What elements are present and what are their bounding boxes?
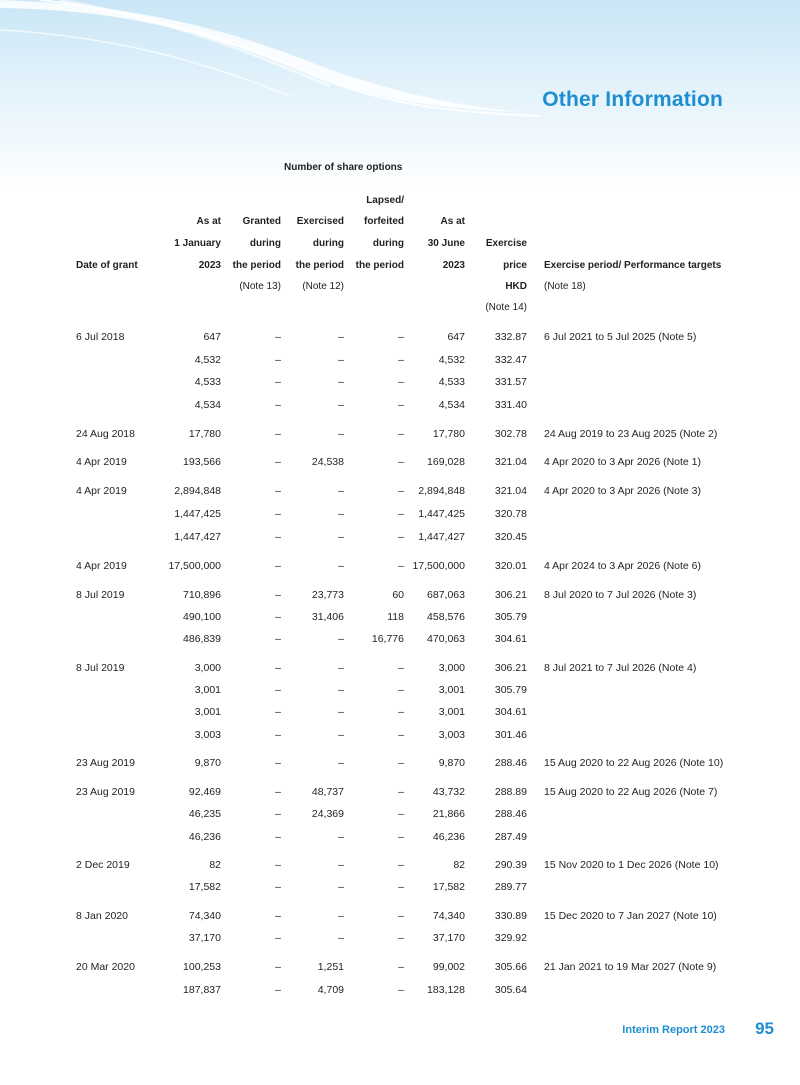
cell-exercised: – [338,706,344,718]
cell-exercised: – [338,757,344,769]
cell-exercise-price: 331.40 [494,399,527,411]
cell-lapsed-forfeited: – [398,399,404,411]
cell-as-at-30-june: 1,447,425 [418,508,465,520]
cell-as-at-1-january: 1,447,425 [174,508,221,520]
cell-exercised: 24,369 [311,808,344,820]
cell-as-at-30-june: 4,533 [438,376,465,388]
table-row [0,726,800,744]
cell-date-of-grant: 2 Dec 2019 [76,859,130,871]
cell-granted: – [275,729,281,741]
table-row [0,453,800,471]
page-title: Other Information [542,88,723,111]
cell-exercise-price: 287.49 [494,831,527,843]
cell-exercise-period: 15 Nov 2020 to 1 Dec 2026 (Note 10) [544,859,719,871]
cell-exercised: – [338,485,344,497]
cell-exercise-price: 321.04 [494,456,527,468]
cell-lapsed-forfeited: – [398,984,404,996]
table-row [0,557,800,575]
table-row [0,929,800,947]
table-row [0,958,800,976]
cell-exercise-price: 288.89 [494,786,527,798]
cell-date-of-grant: 8 Jul 2019 [76,589,125,601]
cell-as-at-1-january: 4,533 [194,376,221,388]
cell-lapsed-forfeited: – [398,961,404,973]
cell-exercised: – [338,633,344,645]
cell-as-at-1-january: 37,170 [188,932,221,944]
cell-as-at-1-january: 4,534 [194,399,221,411]
cell-exercise-price: 306.21 [494,589,527,601]
cell-exercised: – [338,399,344,411]
cell-as-at-1-january: 92,469 [188,786,221,798]
cell-granted: – [275,399,281,411]
cell-granted: – [275,633,281,645]
cell-exercise-price: 329.92 [494,932,527,944]
table-row [0,805,800,823]
cell-as-at-30-june: 2,894,848 [418,485,465,497]
cell-as-at-30-june: 458,576 [427,611,465,623]
cell-lapsed-forfeited: 118 [387,611,404,623]
cell-exercise-price: 305.64 [494,984,527,996]
table-row [0,505,800,523]
cell-exercised: – [338,729,344,741]
cell-as-at-30-june: 470,063 [427,633,465,645]
cell-date-of-grant: 8 Jul 2019 [76,662,125,674]
header-as-at-30-june: 2023 [442,260,465,271]
cell-as-at-30-june: 74,340 [432,910,465,922]
cell-exercise-period: 21 Jan 2021 to 19 Mar 2027 (Note 9) [544,961,717,973]
cell-exercise-period: 4 Apr 2020 to 3 Apr 2026 (Note 3) [544,485,702,497]
cell-exercise-price: 320.78 [494,508,527,520]
cell-as-at-1-january: 17,582 [188,881,221,893]
cell-granted: – [275,684,281,696]
cell-exercised: – [338,428,344,440]
header-exercise-price: (Note 14) [485,302,527,313]
cell-granted: – [275,428,281,440]
cell-exercise-price: 302.78 [494,428,527,440]
table-row [0,659,800,677]
cell-exercise-price: 304.61 [494,706,527,718]
header-lapsed-forfeited: Lapsed/ [366,195,404,206]
cell-as-at-30-june: 169,028 [427,456,465,468]
cell-exercise-price: 288.46 [494,757,527,769]
header-lapsed-forfeited: forfeited [364,216,404,227]
cell-as-at-30-june: 17,500,000 [412,560,465,572]
cell-lapsed-forfeited: – [398,831,404,843]
cell-exercised: – [338,932,344,944]
cell-exercised: 1,251 [317,961,344,973]
page-number: 95 [755,1019,774,1038]
header-exercise-price: HKD [505,281,527,292]
cell-lapsed-forfeited: – [398,684,404,696]
header-as-at-1-january: 2023 [198,260,221,271]
cell-lapsed-forfeited: – [398,485,404,497]
header-exercise-period: (Note 18) [544,281,586,292]
cell-as-at-1-january: 490,100 [183,611,221,623]
cell-granted: – [275,376,281,388]
cell-as-at-30-june: 183,128 [427,984,465,996]
cell-exercise-price: 330.89 [494,910,527,922]
cell-as-at-1-january: 1,447,427 [174,531,221,543]
cell-as-at-30-june: 687,063 [427,589,465,601]
cell-exercise-period: 4 Apr 2024 to 3 Apr 2026 (Note 6) [544,560,702,572]
cell-exercised: 24,538 [311,456,344,468]
cell-as-at-30-june: 82 [453,859,465,871]
cell-exercise-price: 305.79 [494,684,527,696]
cell-granted: – [275,589,281,601]
header-exercise-price: Exercise [485,238,527,249]
cell-date-of-grant: 24 Aug 2018 [76,428,135,440]
cell-as-at-1-january: 3,000 [194,662,221,674]
cell-lapsed-forfeited: – [398,786,404,798]
cell-exercised: – [338,508,344,520]
cell-exercise-period: 8 Jul 2021 to 7 Jul 2026 (Note 4) [544,662,697,674]
cell-lapsed-forfeited: 60 [392,589,404,601]
cell-lapsed-forfeited: – [398,508,404,520]
table-row [0,373,800,391]
header-granted: the period [232,260,281,271]
cell-exercised: – [338,560,344,572]
report-label: Interim Report 2023 [622,1024,725,1036]
cell-exercise-price: 304.61 [494,633,527,645]
cell-granted: – [275,354,281,366]
cell-lapsed-forfeited: – [398,331,404,343]
cell-as-at-1-january: 82 [209,859,221,871]
cell-exercise-price: 331.57 [494,376,527,388]
table-row [0,482,800,500]
cell-exercised: – [338,859,344,871]
cell-exercised: – [338,881,344,893]
cell-granted: – [275,910,281,922]
header-exercise-price: price [503,260,527,271]
cell-as-at-30-june: 37,170 [432,932,465,944]
cell-lapsed-forfeited: – [398,757,404,769]
cell-exercise-period: 15 Aug 2020 to 22 Aug 2026 (Note 10) [544,757,724,769]
header-exercised: (Note 12) [302,281,344,292]
header-granted: (Note 13) [239,281,281,292]
header-granted: during [249,238,281,249]
cell-exercise-price: 305.66 [494,961,527,973]
cell-as-at-1-january: 100,253 [183,961,221,973]
cell-granted: – [275,881,281,893]
cell-granted: – [275,757,281,769]
cell-exercise-price: 320.01 [494,560,527,572]
cell-exercised: – [338,910,344,922]
cell-exercise-price: 289.77 [494,881,527,893]
cell-as-at-1-january: 46,235 [188,808,221,820]
cell-as-at-1-january: 2,894,848 [174,485,221,497]
cell-as-at-1-january: 3,001 [194,684,221,696]
header-exercised: during [312,238,344,249]
cell-as-at-30-june: 17,780 [432,428,465,440]
cell-granted: – [275,808,281,820]
cell-as-at-1-january: 647 [203,331,221,343]
cell-as-at-30-june: 9,870 [438,757,465,769]
cell-exercise-price: 301.46 [494,729,527,741]
table-row [0,608,800,626]
header-as-at-1-january: As at [196,216,221,227]
header-as-at-30-june: As at [440,216,465,227]
cell-as-at-1-january: 486,839 [183,633,221,645]
cell-as-at-30-june: 43,732 [432,786,465,798]
cell-lapsed-forfeited: – [398,354,404,366]
cell-lapsed-forfeited: – [398,560,404,572]
cell-lapsed-forfeited: – [398,376,404,388]
cell-exercise-price: 332.47 [494,354,527,366]
table-row [0,586,800,604]
cell-exercise-price: 290.39 [494,859,527,871]
cell-as-at-1-january: 9,870 [194,757,221,769]
cell-granted: – [275,706,281,718]
cell-lapsed-forfeited: – [398,456,404,468]
table-row [0,703,800,721]
cell-as-at-30-june: 46,236 [432,831,465,843]
header-date-of-grant: Date of grant [76,260,138,271]
cell-lapsed-forfeited: – [398,910,404,922]
table-row [0,630,800,648]
cell-as-at-30-june: 4,534 [438,399,465,411]
header-exercised: Exercised [296,216,344,227]
cell-lapsed-forfeited: – [398,662,404,674]
table-row [0,878,800,896]
cell-granted: – [275,456,281,468]
cell-exercised: 4,709 [317,984,344,996]
cell-granted: – [275,932,281,944]
cell-granted: – [275,662,281,674]
cell-exercised: – [338,354,344,366]
cell-exercise-period: 15 Aug 2020 to 22 Aug 2026 (Note 7) [544,786,718,798]
cell-exercise-price: 288.46 [494,808,527,820]
cell-lapsed-forfeited: – [398,859,404,871]
header-lapsed-forfeited: the period [355,260,404,271]
header-exercised: the period [295,260,344,271]
cell-exercise-period: 24 Aug 2019 to 23 Aug 2025 (Note 2) [544,428,718,440]
table-row [0,981,800,999]
table-row [0,907,800,925]
header-lapsed-forfeited: during [372,238,404,249]
table-row [0,681,800,699]
cell-date-of-grant: 20 Mar 2020 [76,961,135,973]
cell-as-at-30-june: 99,002 [432,961,465,973]
header-as-at-30-june: 30 June [427,238,465,249]
cell-exercised: 48,737 [311,786,344,798]
cell-exercise-period: 8 Jul 2020 to 7 Jul 2026 (Note 3) [544,589,697,601]
cell-exercised: – [338,684,344,696]
cell-granted: – [275,560,281,572]
cell-exercised: 31,406 [311,611,344,623]
cell-exercise-price: 320.45 [494,531,527,543]
cell-as-at-30-june: 17,582 [432,881,465,893]
cell-as-at-30-june: 647 [447,331,465,343]
cell-date-of-grant: 6 Jul 2018 [76,331,125,343]
cell-lapsed-forfeited: 16,776 [371,633,404,645]
cell-exercised: – [338,662,344,674]
cell-date-of-grant: 4 Apr 2019 [76,485,127,497]
cell-as-at-30-june: 3,001 [438,706,465,718]
table-row [0,528,800,546]
table-row [0,783,800,801]
cell-exercise-price: 332.87 [494,331,527,343]
table-row [0,856,800,874]
cell-exercise-price: 306.21 [494,662,527,674]
table-row [0,351,800,369]
cell-as-at-30-june: 3,003 [438,729,465,741]
table-row [0,754,800,772]
cell-exercised: – [338,331,344,343]
cell-exercised: – [338,831,344,843]
cell-as-at-30-june: 21,866 [432,808,465,820]
cell-exercise-price: 305.79 [494,611,527,623]
cell-date-of-grant: 23 Aug 2019 [76,757,135,769]
cell-as-at-30-june: 4,532 [438,354,465,366]
cell-exercise-period: 15 Dec 2020 to 7 Jan 2027 (Note 10) [544,910,717,922]
cell-lapsed-forfeited: – [398,706,404,718]
cell-lapsed-forfeited: – [398,881,404,893]
cell-as-at-1-january: 17,780 [188,428,221,440]
cell-granted: – [275,331,281,343]
cell-exercised: – [338,531,344,543]
table-row [0,828,800,846]
share-options-group-header: Number of share options [284,162,403,173]
cell-date-of-grant: 23 Aug 2019 [76,786,135,798]
cell-as-at-30-june: 1,447,427 [418,531,465,543]
cell-lapsed-forfeited: – [398,808,404,820]
cell-exercise-period: 6 Jul 2021 to 5 Jul 2025 (Note 5) [544,331,697,343]
cell-as-at-1-january: 710,896 [183,589,221,601]
cell-granted: – [275,859,281,871]
cell-granted: – [275,485,281,497]
header-granted: Granted [242,216,281,227]
cell-as-at-1-january: 3,003 [194,729,221,741]
cell-date-of-grant: 4 Apr 2019 [76,456,127,468]
cell-exercised: 23,773 [311,589,344,601]
cell-lapsed-forfeited: – [398,932,404,944]
cell-granted: – [275,531,281,543]
cell-granted: – [275,961,281,973]
cell-as-at-30-june: 3,000 [438,662,465,674]
cell-granted: – [275,611,281,623]
cell-date-of-grant: 4 Apr 2019 [76,560,127,572]
cell-as-at-1-january: 46,236 [188,831,221,843]
table-row [0,425,800,443]
cell-lapsed-forfeited: – [398,729,404,741]
cell-as-at-1-january: 187,837 [183,984,221,996]
table-row [0,396,800,414]
cell-granted: – [275,786,281,798]
header-as-at-1-january: 1 January [174,238,221,249]
cell-date-of-grant: 8 Jan 2020 [76,910,128,922]
cell-exercised: – [338,376,344,388]
cell-as-at-1-january: 3,001 [194,706,221,718]
cell-as-at-1-january: 74,340 [188,910,221,922]
header-exercise-period: Exercise period/ Performance targets [544,260,722,271]
cell-granted: – [275,831,281,843]
cell-as-at-30-june: 3,001 [438,684,465,696]
cell-exercise-period: 4 Apr 2020 to 3 Apr 2026 (Note 1) [544,456,702,468]
cell-granted: – [275,508,281,520]
cell-as-at-1-january: 17,500,000 [168,560,221,572]
cell-granted: – [275,984,281,996]
cell-lapsed-forfeited: – [398,531,404,543]
table-row [0,328,800,346]
cell-as-at-1-january: 193,566 [183,456,221,468]
cell-lapsed-forfeited: – [398,428,404,440]
cell-as-at-1-january: 4,532 [194,354,221,366]
cell-exercise-price: 321.04 [494,485,527,497]
